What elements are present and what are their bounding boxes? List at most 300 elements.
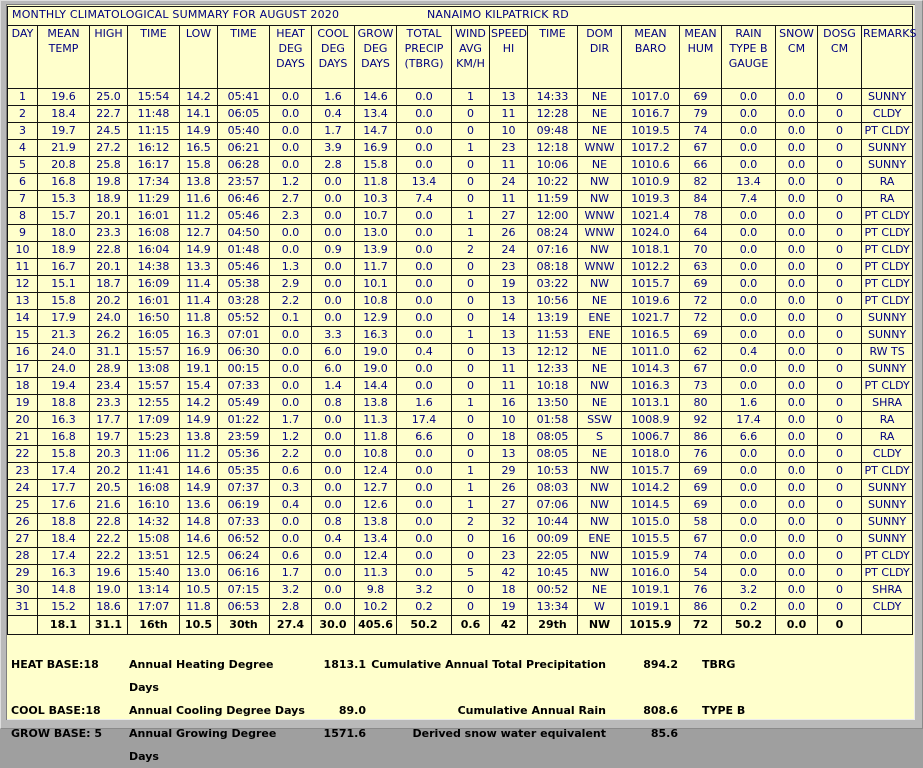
cell-low: 14.6 — [180, 463, 218, 480]
cell-mean-baro: 1010.9 — [622, 174, 680, 191]
cell-total-precip: 0.0 — [397, 463, 452, 480]
cell-time-low: 05:36 — [218, 446, 270, 463]
cell-day: 20 — [8, 412, 38, 429]
cell-high: 27.2 — [90, 140, 128, 157]
cell-time-wind: 10:45 — [528, 565, 578, 582]
cell-wind-avg: 1 — [452, 89, 490, 106]
cell-high: 23.3 — [90, 395, 128, 412]
cell-mean-hum: 67 — [680, 361, 722, 378]
cell-total-precip: 0.0 — [397, 310, 452, 327]
cell-cool-deg-days: 0.9 — [312, 242, 355, 259]
column-header-mean-temp: MEAN TEMP — [38, 26, 90, 89]
cell-total-precip: 0.0 — [397, 208, 452, 225]
cell-mean-temp: 18.9 — [38, 242, 90, 259]
cell-day: 31 — [8, 599, 38, 616]
table-row-day-13 — [8, 293, 913, 310]
cell-mean-baro: 1019.3 — [622, 191, 680, 208]
cell-mean-hum: 64 — [680, 225, 722, 242]
cell-snow-cm: 0.0 — [776, 344, 818, 361]
cell-mean-temp: 15.3 — [38, 191, 90, 208]
cell-time-low: 06:53 — [218, 599, 270, 616]
column-header-dom-dir: DOM DIR — [578, 26, 622, 89]
column-header-grow-deg-days: GROW DEG DAYS — [355, 26, 397, 89]
cell-high: 19.8 — [90, 174, 128, 191]
cell-mean-hum: 69 — [680, 276, 722, 293]
cell-heat-deg-days: 2.2 — [270, 446, 312, 463]
cell-time-high: 16:10 — [128, 497, 180, 514]
cell-mean-temp: 15.1 — [38, 276, 90, 293]
cell-wind-avg: 0 — [452, 259, 490, 276]
cell-rain-type-b-gauge: 0.2 — [722, 599, 776, 616]
cell-remarks: RA — [862, 429, 913, 446]
cell-mean-temp: 14.8 — [38, 582, 90, 599]
cell-day: 23 — [8, 463, 38, 480]
cell-dosg-cm: 0 — [818, 157, 862, 174]
cell-snow-cm: 0.0 — [776, 548, 818, 565]
table-row-day-15 — [8, 327, 913, 344]
cell-speed-hi: 29 — [490, 463, 528, 480]
cell-mean-temp: 17.7 — [38, 480, 90, 497]
summary-cell-remarks — [862, 616, 913, 635]
cell-dom-dir: NE — [578, 361, 622, 378]
cell-speed-hi: 10 — [490, 123, 528, 140]
cell-heat-deg-days: 1.3 — [270, 259, 312, 276]
cell-dom-dir: NW — [578, 463, 622, 480]
cell-mean-temp: 16.3 — [38, 412, 90, 429]
cell-speed-hi: 18 — [490, 429, 528, 446]
cell-cool-deg-days: 0.0 — [312, 446, 355, 463]
cell-mean-hum: 67 — [680, 140, 722, 157]
cell-dosg-cm: 0 — [818, 463, 862, 480]
cell-heat-deg-days: 0.3 — [270, 480, 312, 497]
cell-dosg-cm: 0 — [818, 123, 862, 140]
cell-mean-temp: 21.3 — [38, 327, 90, 344]
cell-rain-type-b-gauge: 0.0 — [722, 446, 776, 463]
cell-speed-hi: 11 — [490, 378, 528, 395]
cell-speed-hi: 11 — [490, 157, 528, 174]
table-row-day-9 — [8, 225, 913, 242]
cell-mean-baro: 1015.0 — [622, 514, 680, 531]
cell-total-precip: 0.0 — [397, 157, 452, 174]
cell-time-wind: 08:24 — [528, 225, 578, 242]
cell-mean-baro: 1014.2 — [622, 480, 680, 497]
cell-time-low: 04:50 — [218, 225, 270, 242]
column-header-high: HIGH — [90, 26, 128, 89]
cell-snow-cm: 0.0 — [776, 378, 818, 395]
cell-cool-deg-days: 0.0 — [312, 548, 355, 565]
cell-grow-deg-days: 11.3 — [355, 412, 397, 429]
cell-cool-deg-days: 0.0 — [312, 208, 355, 225]
cell-mean-hum: 82 — [680, 174, 722, 191]
cell-wind-avg: 0 — [452, 548, 490, 565]
cell-time-low: 07:33 — [218, 514, 270, 531]
cell-time-low: 05:35 — [218, 463, 270, 480]
cell-grow-deg-days: 10.7 — [355, 208, 397, 225]
cell-cool-deg-days: 0.8 — [312, 395, 355, 412]
cell-grow-deg-days: 14.6 — [355, 89, 397, 106]
cell-speed-hi: 13 — [490, 89, 528, 106]
summary-cell-heat-deg-days: 27.4 — [270, 616, 312, 635]
cell-mean-baro: 1014.5 — [622, 497, 680, 514]
cell-mean-baro: 1016.5 — [622, 327, 680, 344]
cell-total-precip: 0.4 — [397, 344, 452, 361]
cell-remarks: PT CLDY — [862, 208, 913, 225]
cell-high: 28.9 — [90, 361, 128, 378]
cell-time-low: 01:48 — [218, 242, 270, 259]
cell-total-precip: 0.0 — [397, 514, 452, 531]
cell-time-high: 15:57 — [128, 378, 180, 395]
cell-mean-hum: 62 — [680, 344, 722, 361]
cell-high: 19.0 — [90, 582, 128, 599]
cell-grow-deg-days: 13.4 — [355, 106, 397, 123]
footer-row-1 — [11, 653, 915, 699]
cell-snow-cm: 0.0 — [776, 293, 818, 310]
cell-mean-hum: 72 — [680, 310, 722, 327]
table-row-day-7 — [8, 191, 913, 208]
cell-rain-type-b-gauge: 0.0 — [722, 276, 776, 293]
cell-time-wind: 00:52 — [528, 582, 578, 599]
cell-time-wind: 10:44 — [528, 514, 578, 531]
cell-total-precip: 0.0 — [397, 548, 452, 565]
cell-cool-deg-days: 0.0 — [312, 174, 355, 191]
cell-time-low: 23:57 — [218, 174, 270, 191]
footer-cell-r2-c4: Cumulative Annual Rain — [457, 704, 606, 717]
cell-time-high: 13:08 — [128, 361, 180, 378]
cell-dosg-cm: 0 — [818, 429, 862, 446]
cell-total-precip: 0.0 — [397, 140, 452, 157]
cell-cool-deg-days: 1.4 — [312, 378, 355, 395]
cell-mean-hum: 76 — [680, 582, 722, 599]
cell-wind-avg: 0 — [452, 310, 490, 327]
cell-grow-deg-days: 12.4 — [355, 463, 397, 480]
cell-mean-temp: 17.4 — [38, 463, 90, 480]
cell-dosg-cm: 0 — [818, 310, 862, 327]
cell-heat-deg-days: 1.7 — [270, 565, 312, 582]
cell-total-precip: 6.6 — [397, 429, 452, 446]
cell-time-wind: 07:06 — [528, 497, 578, 514]
cell-time-wind: 08:05 — [528, 429, 578, 446]
cell-day: 28 — [8, 548, 38, 565]
cell-heat-deg-days: 2.3 — [270, 208, 312, 225]
cell-time-high: 16:12 — [128, 140, 180, 157]
cell-high: 19.7 — [90, 429, 128, 446]
cell-dosg-cm: 0 — [818, 497, 862, 514]
cell-wind-avg: 0 — [452, 429, 490, 446]
cell-speed-hi: 19 — [490, 276, 528, 293]
cell-grow-deg-days: 16.9 — [355, 140, 397, 157]
cell-heat-deg-days: 0.0 — [270, 157, 312, 174]
cell-grow-deg-days: 14.4 — [355, 378, 397, 395]
table-row-day-17 — [8, 361, 913, 378]
cell-total-precip: 0.0 — [397, 89, 452, 106]
cell-dosg-cm: 0 — [818, 548, 862, 565]
cell-heat-deg-days: 3.2 — [270, 582, 312, 599]
cell-rain-type-b-gauge: 0.0 — [722, 463, 776, 480]
cell-high: 19.6 — [90, 565, 128, 582]
cell-time-high: 16:04 — [128, 242, 180, 259]
cell-low: 13.8 — [180, 429, 218, 446]
summary-cell-low: 10.5 — [180, 616, 218, 635]
cell-cool-deg-days: 1.7 — [312, 123, 355, 140]
cell-time-high: 12:55 — [128, 395, 180, 412]
cell-cool-deg-days: 6.0 — [312, 361, 355, 378]
cell-low: 14.2 — [180, 395, 218, 412]
cell-mean-temp: 18.0 — [38, 225, 90, 242]
cell-dosg-cm: 0 — [818, 140, 862, 157]
cell-remarks: RW TS — [862, 344, 913, 361]
cell-snow-cm: 0.0 — [776, 480, 818, 497]
summary-cell-rain-type-b-gauge: 50.2 — [722, 616, 776, 635]
cell-day: 10 — [8, 242, 38, 259]
cell-high: 23.4 — [90, 378, 128, 395]
cell-grow-deg-days: 14.7 — [355, 123, 397, 140]
cell-day: 4 — [8, 140, 38, 157]
cell-heat-deg-days: 0.0 — [270, 531, 312, 548]
cell-day: 7 — [8, 191, 38, 208]
cell-wind-avg: 1 — [452, 140, 490, 157]
cell-time-high: 11:29 — [128, 191, 180, 208]
cell-dosg-cm: 0 — [818, 89, 862, 106]
cell-mean-temp: 17.4 — [38, 548, 90, 565]
cell-snow-cm: 0.0 — [776, 412, 818, 429]
column-header-cool-deg-days: COOL DEG DAYS — [312, 26, 355, 89]
cell-mean-baro: 1016.0 — [622, 565, 680, 582]
table-row-day-27 — [8, 531, 913, 548]
cell-dom-dir: WNW — [578, 259, 622, 276]
cell-high: 31.1 — [90, 344, 128, 361]
column-header-snow-cm: SNOW CM — [776, 26, 818, 89]
cell-cool-deg-days: 0.0 — [312, 582, 355, 599]
cell-grow-deg-days: 13.8 — [355, 395, 397, 412]
cell-total-precip: 3.2 — [397, 582, 452, 599]
cell-mean-temp: 24.0 — [38, 344, 90, 361]
cell-heat-deg-days: 0.0 — [270, 140, 312, 157]
cell-time-wind: 10:53 — [528, 463, 578, 480]
column-header-dosg-cm: DOSG CM — [818, 26, 862, 89]
cell-wind-avg: 2 — [452, 242, 490, 259]
cell-snow-cm: 0.0 — [776, 276, 818, 293]
cell-mean-baro: 1015.9 — [622, 548, 680, 565]
table-row-day-5 — [8, 157, 913, 174]
cell-dom-dir: NE — [578, 89, 622, 106]
cell-heat-deg-days: 0.0 — [270, 344, 312, 361]
cell-time-low: 06:28 — [218, 157, 270, 174]
cell-rain-type-b-gauge: 0.0 — [722, 106, 776, 123]
cell-cool-deg-days: 3.3 — [312, 327, 355, 344]
cell-mean-baro: 1015.7 — [622, 463, 680, 480]
cell-dom-dir: NE — [578, 106, 622, 123]
table-row-day-18 — [8, 378, 913, 395]
cell-mean-temp: 17.6 — [38, 497, 90, 514]
cell-mean-baro: 1012.2 — [622, 259, 680, 276]
summary-cell-time-wind: 29th — [528, 616, 578, 635]
cell-dosg-cm: 0 — [818, 327, 862, 344]
cell-mean-temp: 19.6 — [38, 89, 90, 106]
cell-mean-baro: 1024.0 — [622, 225, 680, 242]
cell-mean-hum: 86 — [680, 429, 722, 446]
cell-time-low: 05:52 — [218, 310, 270, 327]
cell-wind-avg: 0 — [452, 531, 490, 548]
cell-time-low: 06:16 — [218, 565, 270, 582]
cell-grow-deg-days: 13.0 — [355, 225, 397, 242]
table-row-day-3 — [8, 123, 913, 140]
cell-wind-avg: 0 — [452, 599, 490, 616]
cell-high: 25.8 — [90, 157, 128, 174]
cell-dom-dir: NE — [578, 446, 622, 463]
cell-wind-avg: 1 — [452, 395, 490, 412]
cell-wind-avg: 1 — [452, 225, 490, 242]
column-header-remarks: REMARKS — [862, 26, 913, 89]
cell-time-wind: 12:33 — [528, 361, 578, 378]
cell-time-high: 11:06 — [128, 446, 180, 463]
cell-time-high: 15:40 — [128, 565, 180, 582]
table-row-day-8 — [8, 208, 913, 225]
cell-total-precip: 0.0 — [397, 259, 452, 276]
cell-day: 26 — [8, 514, 38, 531]
cell-grow-deg-days: 19.0 — [355, 344, 397, 361]
footer-cell-r2-c1: COOL BASE:18 — [11, 704, 101, 717]
cell-remarks: SUNNY — [862, 531, 913, 548]
cell-mean-baro: 1021.4 — [622, 208, 680, 225]
cell-total-precip: 0.0 — [397, 242, 452, 259]
cell-dosg-cm: 0 — [818, 344, 862, 361]
column-header-heat-deg-days: HEAT DEG DAYS — [270, 26, 312, 89]
footer-cell-r1-c3: 1813.1 — [323, 658, 366, 671]
cell-time-wind: 12:28 — [528, 106, 578, 123]
cell-cool-deg-days: 0.0 — [312, 429, 355, 446]
cell-low: 11.6 — [180, 191, 218, 208]
cell-time-low: 05:46 — [218, 259, 270, 276]
cell-low: 11.4 — [180, 293, 218, 310]
cell-speed-hi: 26 — [490, 480, 528, 497]
cell-heat-deg-days: 0.0 — [270, 106, 312, 123]
cell-high: 22.8 — [90, 242, 128, 259]
table-row-day-21 — [8, 429, 913, 446]
summary-cell-high: 31.1 — [90, 616, 128, 635]
cell-dosg-cm: 0 — [818, 174, 862, 191]
cell-wind-avg: 1 — [452, 463, 490, 480]
cell-mean-hum: 80 — [680, 395, 722, 412]
cell-day: 18 — [8, 378, 38, 395]
cell-snow-cm: 0.0 — [776, 446, 818, 463]
cell-time-high: 17:07 — [128, 599, 180, 616]
footer-cell-r2-c3: 89.0 — [338, 704, 366, 717]
cell-heat-deg-days: 0.0 — [270, 327, 312, 344]
cell-cool-deg-days: 0.4 — [312, 106, 355, 123]
cell-time-high: 16:09 — [128, 276, 180, 293]
cell-remarks: PT CLDY — [862, 378, 913, 395]
report-title: MONTHLY CLIMATOLOGICAL SUMMARY FOR AUGUST 2020 — [12, 8, 340, 21]
cell-cool-deg-days: 0.0 — [312, 293, 355, 310]
cell-rain-type-b-gauge: 0.0 — [722, 327, 776, 344]
cell-mean-temp: 16.8 — [38, 174, 90, 191]
cell-mean-temp: 18.4 — [38, 106, 90, 123]
cell-time-wind: 13:34 — [528, 599, 578, 616]
cell-rain-type-b-gauge: 0.0 — [722, 497, 776, 514]
cell-rain-type-b-gauge: 17.4 — [722, 412, 776, 429]
cell-dom-dir: S — [578, 429, 622, 446]
cell-rain-type-b-gauge: 0.0 — [722, 89, 776, 106]
table-row-day-22 — [8, 446, 913, 463]
cell-grow-deg-days: 13.8 — [355, 514, 397, 531]
cell-heat-deg-days: 0.0 — [270, 514, 312, 531]
table-row-day-28 — [8, 548, 913, 565]
cell-dom-dir: NW — [578, 174, 622, 191]
summary-cell-speed-hi: 42 — [490, 616, 528, 635]
cell-time-high: 17:34 — [128, 174, 180, 191]
cell-total-precip: 0.0 — [397, 361, 452, 378]
cell-remarks: RA — [862, 174, 913, 191]
cell-time-wind: 08:05 — [528, 446, 578, 463]
cell-cool-deg-days: 0.0 — [312, 191, 355, 208]
cell-speed-hi: 16 — [490, 531, 528, 548]
cell-high: 20.3 — [90, 446, 128, 463]
cell-rain-type-b-gauge: 1.6 — [722, 395, 776, 412]
cell-high: 22.7 — [90, 106, 128, 123]
cell-wind-avg: 1 — [452, 480, 490, 497]
cell-mean-hum: 69 — [680, 327, 722, 344]
cell-mean-baro: 1021.7 — [622, 310, 680, 327]
cell-speed-hi: 11 — [490, 106, 528, 123]
cell-time-high: 16:05 — [128, 327, 180, 344]
cell-speed-hi: 13 — [490, 293, 528, 310]
cell-cool-deg-days: 0.4 — [312, 531, 355, 548]
cell-cool-deg-days: 0.0 — [312, 259, 355, 276]
cell-time-wind: 22:05 — [528, 548, 578, 565]
footer-cell-r3-c5: 85.6 — [650, 727, 678, 740]
cell-day: 9 — [8, 225, 38, 242]
report-footer — [7, 653, 915, 768]
cell-speed-hi: 13 — [490, 446, 528, 463]
cell-low: 16.3 — [180, 327, 218, 344]
cell-mean-baro: 1014.3 — [622, 361, 680, 378]
cell-mean-baro: 1016.3 — [622, 378, 680, 395]
cell-mean-temp: 18.8 — [38, 514, 90, 531]
cell-remarks: CLDY — [862, 599, 913, 616]
cell-mean-temp: 16.7 — [38, 259, 90, 276]
cell-dom-dir: NE — [578, 395, 622, 412]
cell-remarks: SUNNY — [862, 480, 913, 497]
cell-remarks: RA — [862, 191, 913, 208]
cell-grow-deg-days: 10.8 — [355, 293, 397, 310]
cell-dosg-cm: 0 — [818, 276, 862, 293]
cell-mean-hum: 73 — [680, 378, 722, 395]
cell-heat-deg-days: 0.1 — [270, 310, 312, 327]
cell-snow-cm: 0.0 — [776, 582, 818, 599]
cell-remarks: SUNNY — [862, 514, 913, 531]
cell-dosg-cm: 0 — [818, 293, 862, 310]
cell-time-low: 06:46 — [218, 191, 270, 208]
cell-time-low: 06:24 — [218, 548, 270, 565]
footer-row-2 — [11, 699, 915, 722]
cell-remarks: PT CLDY — [862, 259, 913, 276]
cell-wind-avg: 0 — [452, 276, 490, 293]
cell-low: 11.4 — [180, 276, 218, 293]
cell-heat-deg-days: 1.2 — [270, 174, 312, 191]
cell-dosg-cm: 0 — [818, 412, 862, 429]
cell-mean-baro: 1008.9 — [622, 412, 680, 429]
cell-heat-deg-days: 2.2 — [270, 293, 312, 310]
cell-mean-baro: 1018.0 — [622, 446, 680, 463]
cell-low: 14.8 — [180, 514, 218, 531]
cell-low: 11.2 — [180, 446, 218, 463]
cell-time-wind: 10:06 — [528, 157, 578, 174]
cell-time-wind: 10:22 — [528, 174, 578, 191]
cell-dom-dir: WNW — [578, 208, 622, 225]
cell-low: 16.5 — [180, 140, 218, 157]
column-header-time-wind: TIME — [528, 26, 578, 89]
summary-cell-total-precip: 50.2 — [397, 616, 452, 635]
